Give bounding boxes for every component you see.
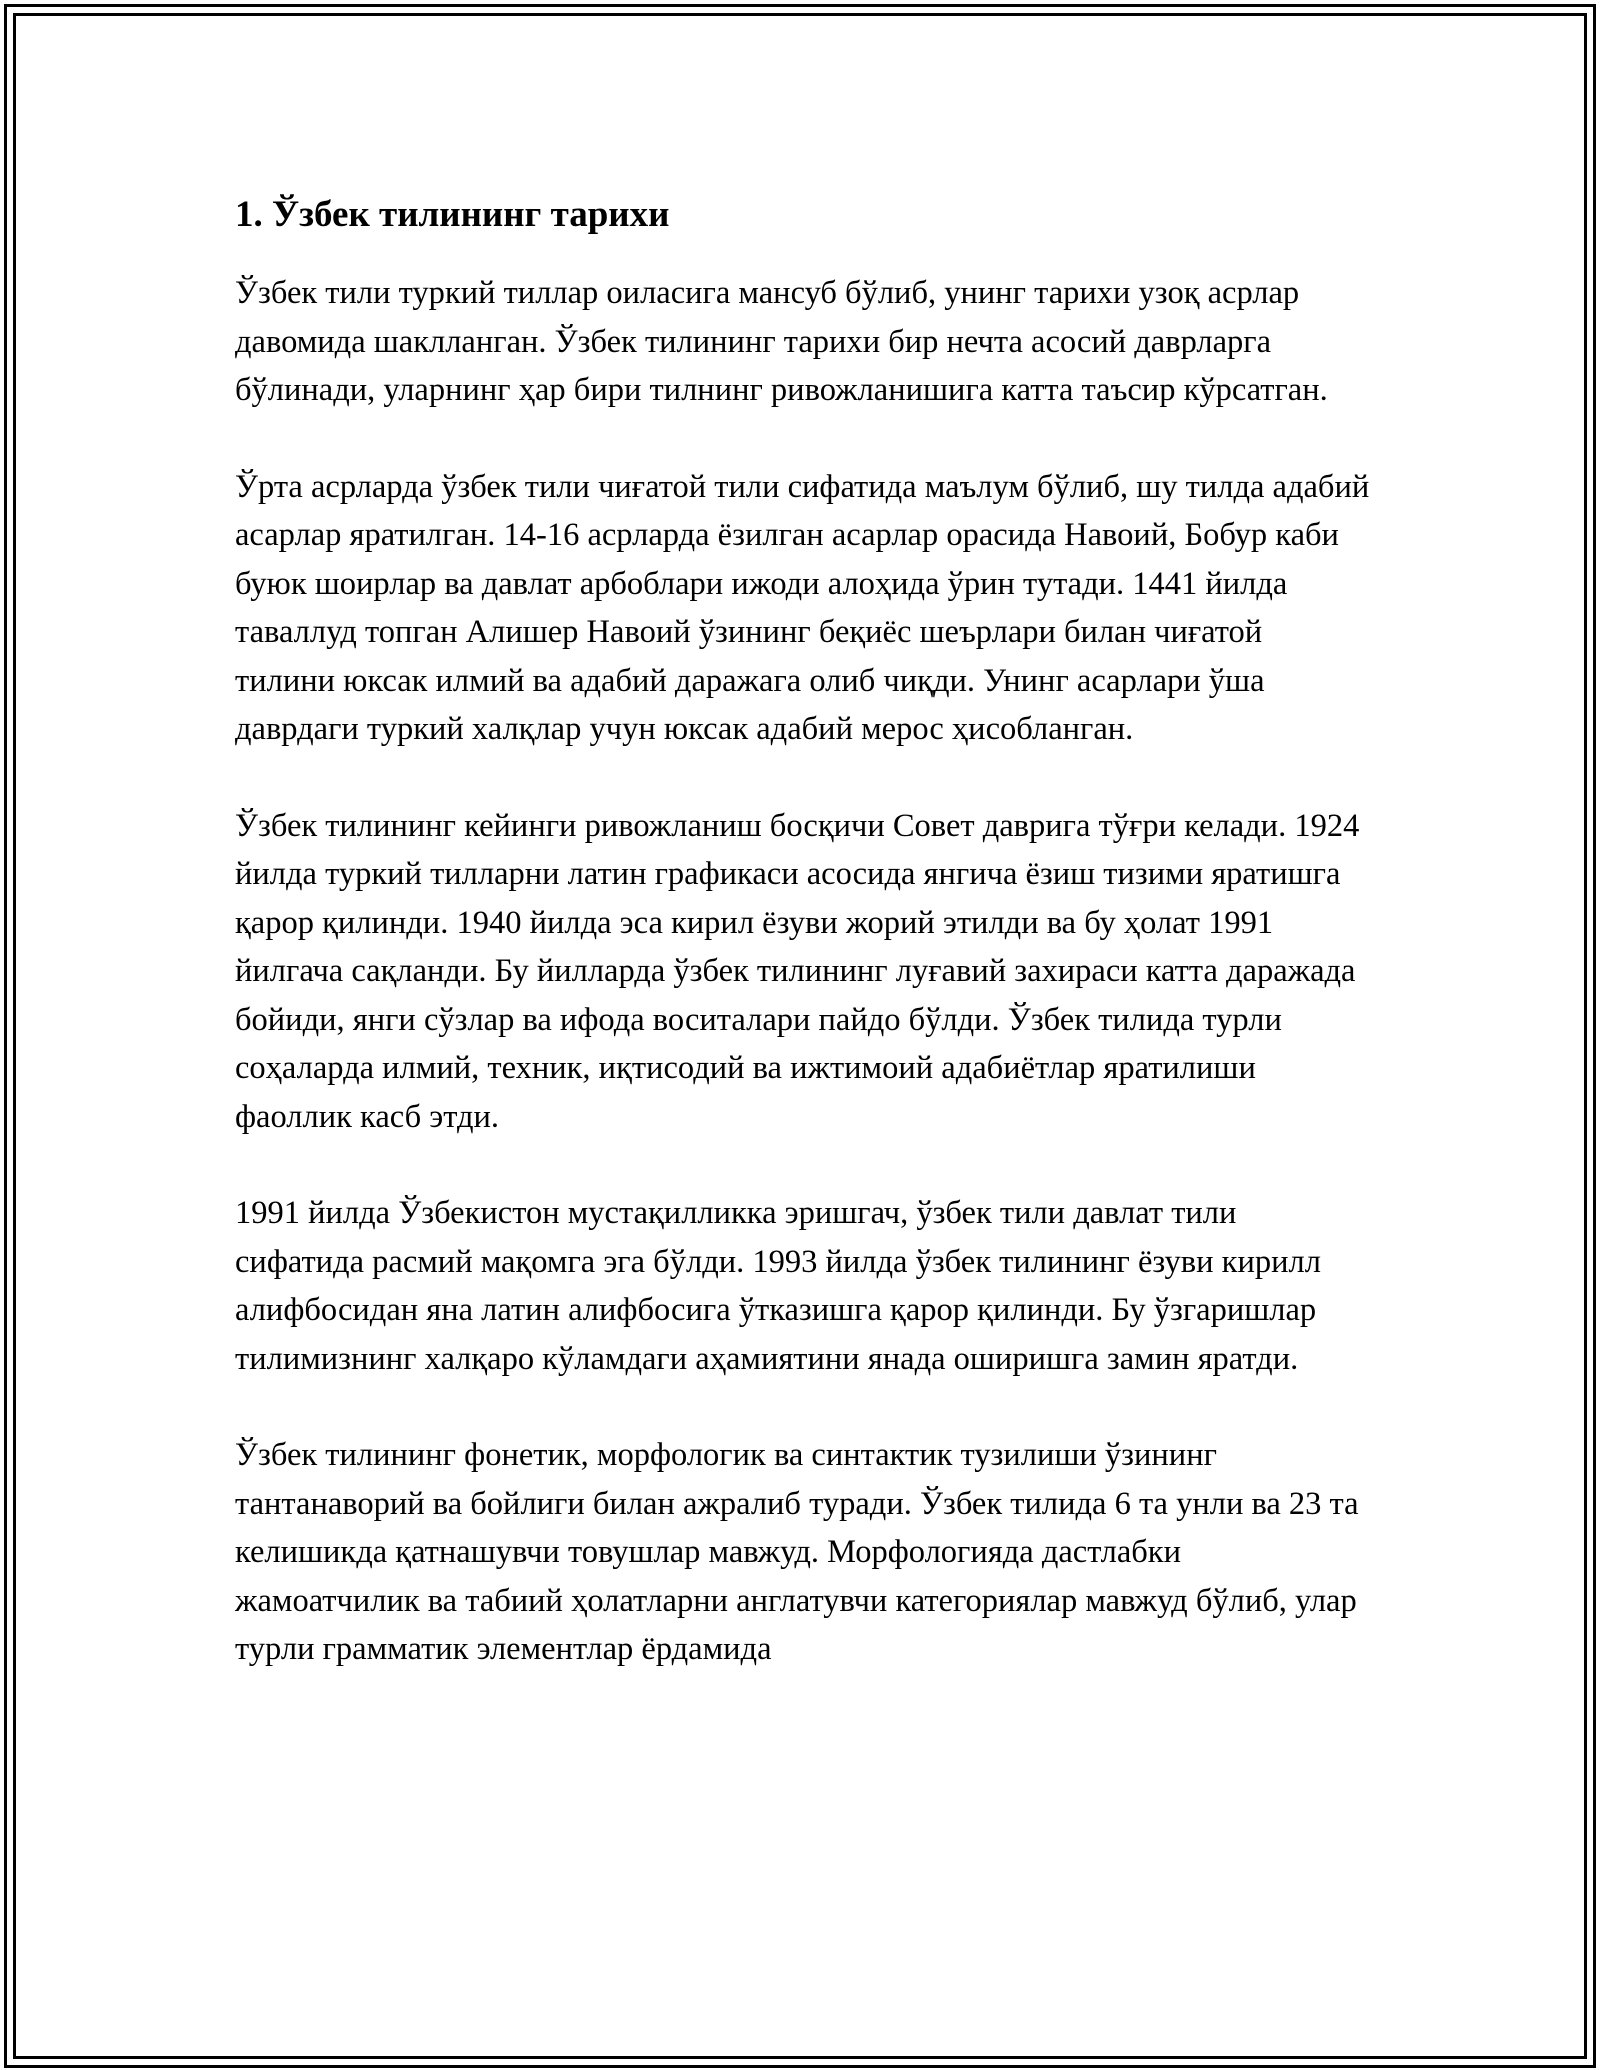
document-body — [235, 187, 1370, 1674]
paragraph-soviet-period: Ўзбек тилининг кейинги ривожланиш босқичи Совет даврига тўғри келади. 1924 йилда туркий тилларни латин графикаси асосида янгича ёзиш тизими яратишга қарор қилинди. 1940 йилда эса кирил ёзуви жорий этилди ва бу ҳолат 1991 йилгача сақланди. Бу йилларда ўзбек тилининг луғавий захираси катта даражада бойиди, янги сўзлар ва ифода воситалари пайдо бўлди. Ўзбек тилида турли соҳаларда илмий, техник, иқтисодий ва ижтимоий адабиётлар яратилиши фаоллик касб этди. — [235, 807, 1360, 1135]
section-heading: 1. Ўзбек тилининг тарихи — [235, 194, 670, 235]
paragraph-independence: 1991 йилда Ўзбекистон мустақилликка эришгач, ўзбек тили давлат тили сифатида расмий мақомга эга бўлди. 1993 йилда ўзбек тилининг ёзуви кирилл алифбосидан яна латин алифбосига ўтказишга қарор қилинди. Бу ўзгаришлар тилимизнинг халқаро кўламдаги аҳамиятини янада оширишга замин яратди. — [235, 1195, 1321, 1377]
paragraph-middle-ages: Ўрта асрларда ўзбек тили чиғатой тили сифатида маълум бўлиб, шу тилда адабий асарлар яратилган. 14-16 асрларда ёзилган асарлар орасида Навоий, Бобур каби буюк шоирлар ва давлат арбоблари ижоди алоҳида ўрин тутади. 1441 йилда таваллуд топган Алишер Навоий ўзининг беқиёс шеърлари билан чиғатой тилини юксак илмий ва адабий даражага олиб чиқди. Унинг асарлари ўша даврдаги туркий халқлар учун юксак адабий мерос ҳисобланган. — [235, 468, 1370, 747]
paragraph-linguistic-structure: Ўзбек тилининг фонетик, морфологик ва синтактик тузилиши ўзининг тантанаворий ва бойлиги билан ажралиб туради. Ўзбек тилида 6 та унли ва 23 та келишикда қатнашувчи товушлар мавжуд. Морфологияда дастлабки жамоатчилик ва табиий ҳолатларни англатувчи категориялар мавжуд бўлиб, улар турли грамматик элементлар ёрдамида — [235, 1437, 1359, 1667]
paragraph-intro: Ўзбек тили туркий тиллар оиласига мансуб бўлиб, унинг тарихи узоқ асрлар давомида шаклланган. Ўзбек тилининг тарихи бир нечта асосий даврларга бўлинади, уларнинг ҳар бири тилнинг ривожланишига катта таъсир кўрсатган. — [235, 275, 1328, 408]
